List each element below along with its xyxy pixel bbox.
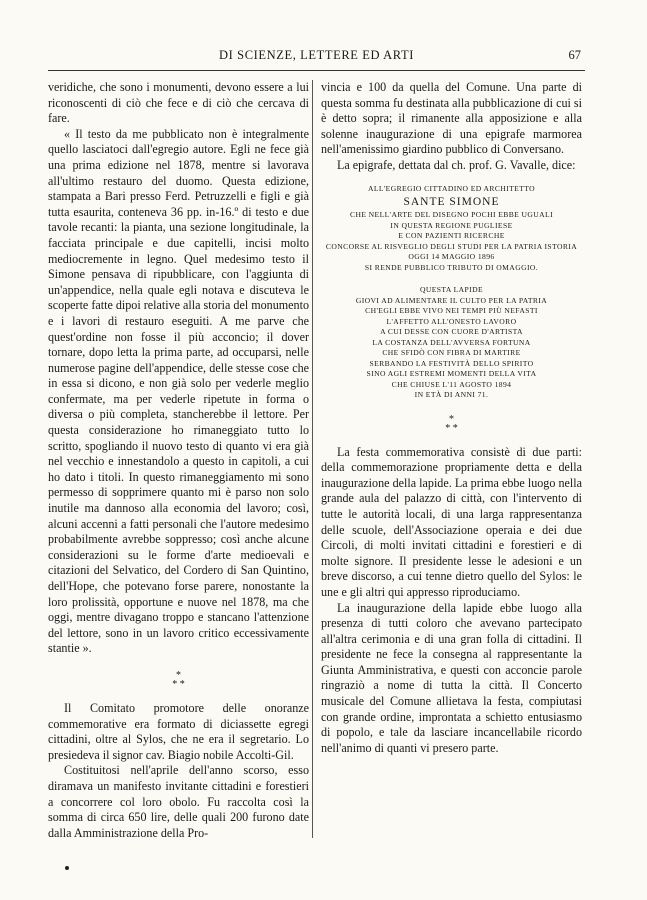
paragraph: vincia e 100 da quella del Comune. Una parte di questa somma fu destinata alla pubblicazione di cui si è detto sopra; il rimanente alla apposizione e alla solenne inaugurazione di una epigrafe marmorea nell'amenissimo giardino pubblico di Conversano. bbox=[321, 80, 582, 157]
paragraph: « Il testo da me pubblicato non è integralmente quello lasciatoci dall'egregio autore. Egli ne fece già una prima edizione nel 1878, mentre si lavorava all'ultimo restauro del duomo. Questa edizione, stampata a Bari presso Ferd. Petruzzelli e figli e già tutta esaurita, conteneva 36 pp. in-16.º di testo e due tavole recanti: la pianta, una sezione longitudinale, la facciata principale e due capitelli, incisi molto mediocremente in legno. Quel medesimo testo il Simone pensava di ripubblicare, con l'aggiunta di un'appendice, nella quale egli notava e discuteva le scoperte fatte dipoi relative alla storia del monumento e i lavori di restauro eseguiti. A me parve che quest'ordine non fosse il più acconcio; il dover tornare, dopo letta la prima parte, ad occuparsi, nelle numerose pagine dell'appendice, delle stesse cose che in essa si dicono, e non già solo per vederle meglio confermate, ma per vederle ripetute in forma o diversa o più completa, stancherebbe il lettore. Per questa considerazione ho rimaneggiato tutto lo scritto, spogliando il nuovo testo di quanto vi era già nel vecchio e innestandolo a questo in capitoli, a cui ho dato i titoli. In questo rimaneggiamento mi sono permesso di sopprimere quanto mi è parso non solo inutile ma dannoso alla economia del lavoro; così, alcuni accenni a fatti personali che l'autore medesimo probabilmente avrebbe soppresso; così anche alcune considerazioni su le forme d'arte medioevali e citazioni del Selvatico, del Cordero di San Quintino, dell'Hope, che potevano forse parere, nonostante la loro prolissità, opportune e nuove nel 1878, ma che oggi, mentre divagano troppo e stancano l'attenzione del lettore, sono in un lavoro critico eccessivamente stantie ». bbox=[48, 126, 309, 656]
section-separator bbox=[48, 671, 309, 689]
epigraph-line: SI RENDE PUBBLICO TRIBUTO DI OMAGGIO. bbox=[364, 262, 539, 272]
separator-star: * bbox=[449, 413, 454, 425]
epigraph-line: IN ETÀ DI ANNI 71. bbox=[414, 390, 489, 400]
epigraph-line: CHE NELL'ARTE DEL DISEGNO POCHI EBBE UGUALI bbox=[349, 210, 554, 220]
epigraph-line: LA COSTANZA DELL'AVVERSA FORTUNA bbox=[372, 337, 531, 347]
epigraph-line: CH'EGLI EBBE VIVO NEI TEMPI PIÙ NEFASTI bbox=[365, 306, 538, 316]
epigraph-line: CONCORSE AL RISVEGLIO DEGLI STUDI PER LA PATRIA ISTORIA bbox=[325, 241, 578, 251]
running-header bbox=[48, 48, 585, 71]
right-column bbox=[321, 80, 582, 756]
running-title: DI SCIENZE, LETTERE ED ARTI bbox=[219, 48, 414, 62]
epigraph-line: GIOVI AD ALIMENTARE IL CULTO PER LA PATRIA bbox=[355, 295, 548, 305]
epigraph-dedication: ALL'EGREGIO CITTADINO ED ARCHITETTO bbox=[367, 183, 536, 193]
epigraph-line: OGGI 14 MAGGIO 1896 bbox=[408, 252, 495, 262]
page-number: 67 bbox=[568, 48, 581, 62]
epigraph-line: E CON PAZIENTI RICERCHE bbox=[398, 231, 505, 241]
epigraph-line: QUESTA LAPIDE bbox=[419, 285, 484, 295]
epigraph-line: SINO AGLI ESTREMI MOMENTI DELLA VITA bbox=[366, 369, 537, 379]
separator-stars: * * bbox=[172, 678, 185, 690]
epigraph-line: L'AFFETTO ALL'ONESTO LAVORO bbox=[386, 316, 517, 326]
epigraph-line: CHE CHIUSE L'11 AGOSTO 1894 bbox=[391, 379, 512, 389]
paragraph: Costituitosi nell'aprile dell'anno scorso, esso diramava un manifesto invitante cittadini e forestieri a concorrere col loro obolo. Fu raccolta così la somma di circa 650 lire, delle quali 200 furono date dalla Amministrazione della Pro- bbox=[48, 763, 309, 840]
separator-stars: * * bbox=[445, 422, 458, 434]
column-divider bbox=[312, 80, 313, 838]
epigraph-line: CHE SFIDÒ CON FIBRA DI MARTIRE bbox=[382, 348, 521, 358]
paragraph: La inaugurazione della lapide ebbe luogo alla presenza di tutti coloro che avevano partecipato all'altra cerimonia e di una gran folla di cittadini. Il presidente ne fece la consegna al rappresentante la Giunta Amministrativa, e questi con acconcie parole ringraziò a nome di tutta la città. Il Concerto musicale del Comune allietava la festa, compiutasi con grande ordine, improntata a schietto entusiasmo di popolo, e tale da lasciare incancellabile ricordo nell'animo di quanti vi presero parte. bbox=[321, 600, 582, 755]
paragraph: La festa commemorativa consistè di due parti: della commemorazione propriamente detta e della inaugurazione della lapide. La prima ebbe luogo nella grande aula del palazzo di città, con l'intervento di tutte le autorità locali, di una larga rappresentanza delle scuole, dell'Associazione operaia e dei due Circoli, di molti invitati cittadini e forestieri e di molte signore. Il presidente lesse le adesioni e un breve discorso, a cui tenne dietro quello del Sylos: le une e gli altri qui appresso riproduciamo. bbox=[321, 444, 582, 599]
paragraph: La epigrafe, dettata dal ch. prof. G. Vavalle, dice: bbox=[337, 157, 576, 172]
epigraph-line: IN QUESTA REGIONE PUGLIESE bbox=[390, 220, 513, 230]
epigraph bbox=[321, 184, 582, 401]
left-column bbox=[48, 80, 309, 841]
paragraph: veridiche, che sono i monumenti, devono essere a lui riconoscenti di ciò che fece e di ciò che cercava di fare. bbox=[48, 80, 309, 126]
paragraph: Il Comitato promotore delle onoranze commemorative era formato di diciassette egregi cittadini, oltre al Sylos, che ne era il segretario. Lo presiedeva il signor cav. Biagio nobile Accolti-Gil. bbox=[48, 700, 309, 762]
epigraph-line: A CUI DESSE CON CUORE D'ARTISTA bbox=[380, 327, 523, 337]
section-separator bbox=[321, 415, 582, 433]
print-speck bbox=[65, 866, 69, 870]
separator-star: * bbox=[176, 669, 181, 681]
epigraph-name: SANTE SIMONE bbox=[403, 196, 500, 209]
epigraph-line: SERBANDO LA FESTIVITÀ DELLO SPIRITO bbox=[369, 358, 534, 368]
